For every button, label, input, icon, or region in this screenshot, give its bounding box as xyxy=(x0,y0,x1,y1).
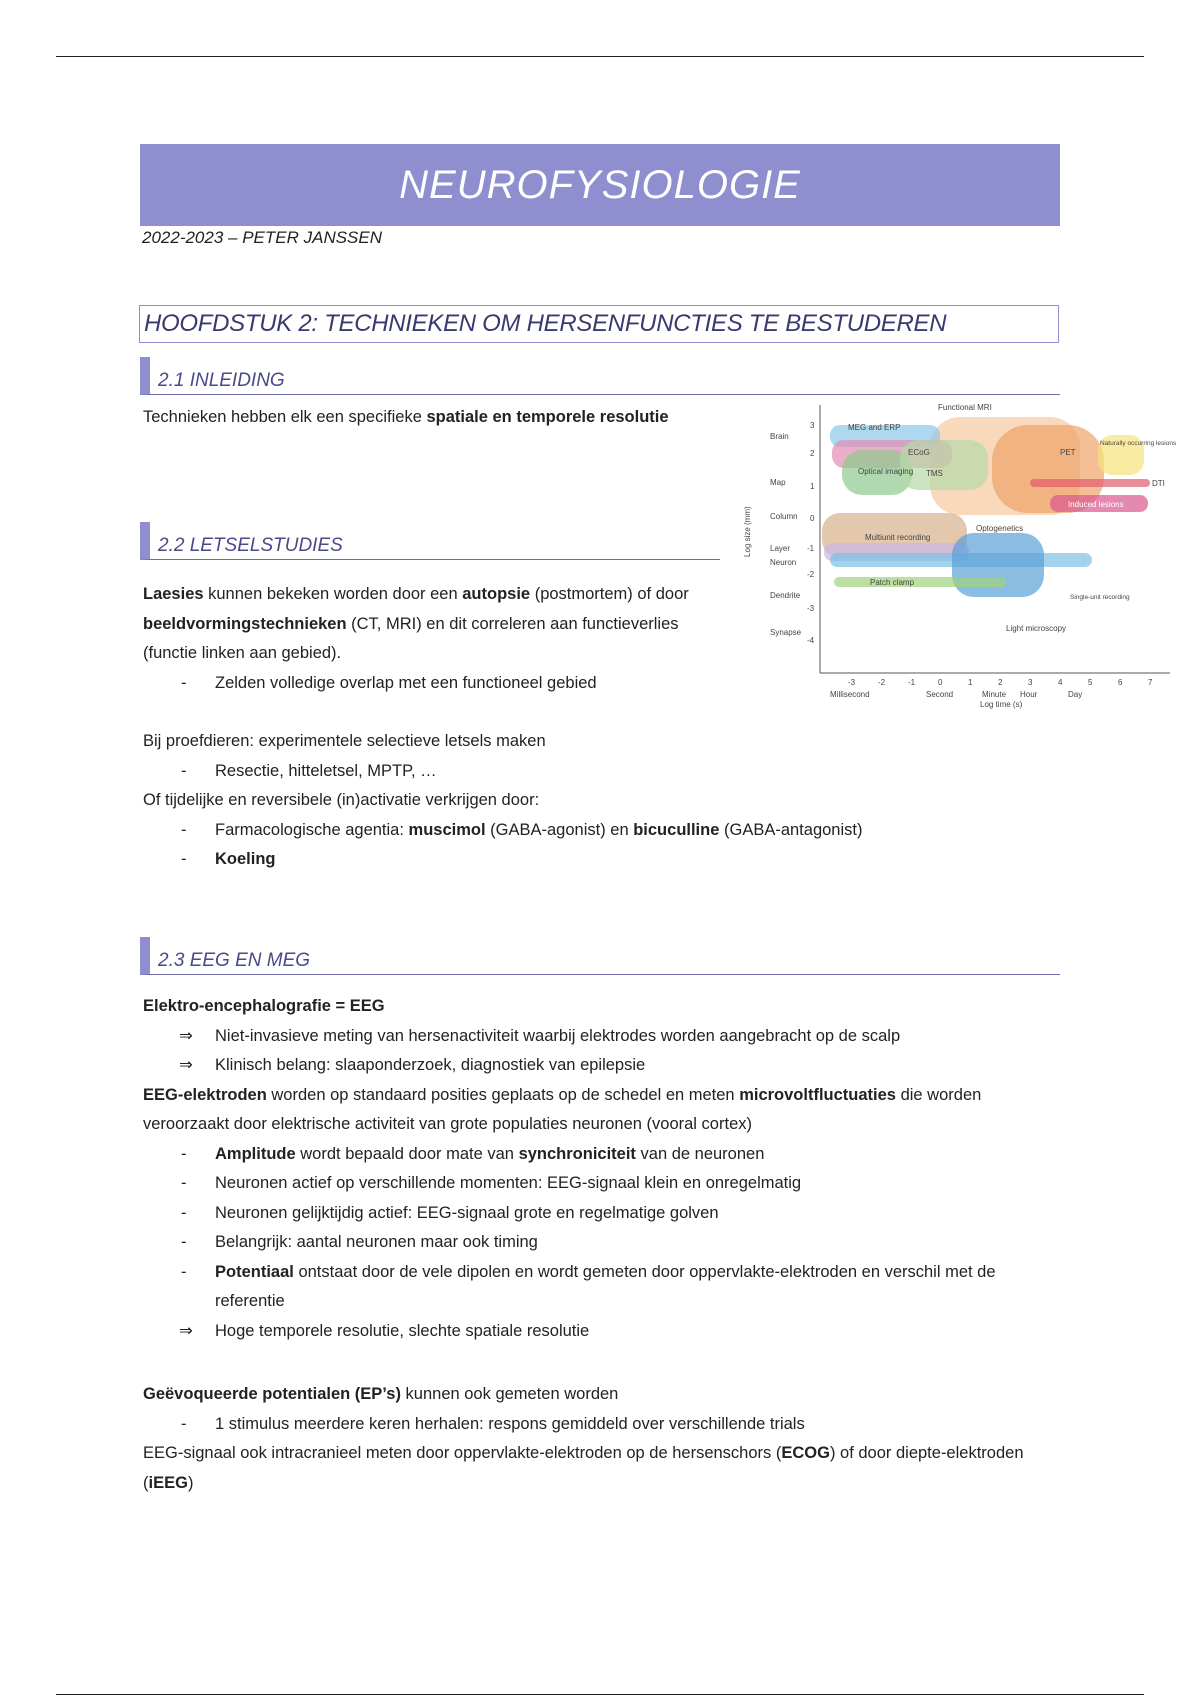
y-tick-labels xyxy=(807,421,815,645)
list-text: Hoge temporele resolutie, slechte spatiale resolutie xyxy=(215,1321,590,1340)
y-level-label: Brain xyxy=(770,432,789,441)
label-light: Light microscopy xyxy=(1006,624,1067,633)
label-natural: Naturally occurring lesions xyxy=(1100,440,1177,447)
list-item xyxy=(143,1022,1063,1052)
dash-marker: - xyxy=(181,1203,187,1222)
patch-clamp-blob xyxy=(834,577,1006,587)
label-meg: MEG and ERP xyxy=(848,423,901,432)
list-item xyxy=(143,1410,1063,1440)
text: (postmortem) of door xyxy=(530,585,689,603)
section-title: 2.2 LETSELSTUDIES xyxy=(158,535,343,556)
y-tick: 2 xyxy=(810,449,815,458)
label-optical: Optical imaging xyxy=(858,467,914,476)
resolution-figure xyxy=(730,395,1190,715)
list-text: wordt bepaald door mate van xyxy=(295,1144,519,1163)
label-multiunit: Multiunit recording xyxy=(865,533,931,542)
bold-text: Potentiaal xyxy=(215,1262,294,1281)
list-text: Niet-invasieve meting van hersenactiviteit waarbij elektrodes worden aangebracht op de scalp xyxy=(215,1026,901,1045)
bold-text: beeldvormingstechnieken xyxy=(143,614,347,633)
list-item xyxy=(143,845,1063,875)
chapter-title: HOOFDSTUK 2: TECHNIEKEN OM HERSENFUNCTIES TE BESTUDEREN xyxy=(144,310,947,337)
y-level-label: Neuron xyxy=(770,558,797,567)
list-text: Neuronen actief op verschillende momenten: EEG-signaal klein en onregelmatig xyxy=(215,1174,802,1192)
bold-text: bicuculline xyxy=(633,820,720,839)
y-level-label: Synapse xyxy=(770,628,802,637)
x-unit: Second xyxy=(926,690,954,699)
label-tms: TMS xyxy=(926,469,943,478)
paragraph xyxy=(143,403,683,433)
label-pet: PET xyxy=(1060,448,1076,457)
y-tick: 1 xyxy=(810,482,815,491)
bold-text: iEEG xyxy=(148,1473,188,1492)
label-induced: Induced lesions xyxy=(1068,500,1124,509)
text: kunnen bekeken worden door een xyxy=(203,585,463,603)
section-body-eeg-meg xyxy=(143,992,1063,1346)
list-item xyxy=(143,1317,1063,1347)
x-unit: Minute xyxy=(982,690,1007,699)
x-tick: 2 xyxy=(998,678,1003,687)
list-text: Zelden volledige overlap met een functioneel gebied xyxy=(215,673,597,692)
list-item xyxy=(143,1228,1063,1258)
dash-marker: - xyxy=(181,761,187,780)
x-tick: 3 xyxy=(1028,678,1033,687)
section-heading-letselstudies xyxy=(140,522,720,560)
top-rule xyxy=(56,56,1144,57)
y-axis-label: Log size (mm) xyxy=(743,506,752,557)
x-tick-labels xyxy=(848,678,1153,687)
y-tick: 0 xyxy=(810,514,815,523)
x-tick: -2 xyxy=(878,678,886,687)
label-optogenetics: Optogenetics xyxy=(976,524,1024,533)
section-title: 2.1 INLEIDING xyxy=(158,370,285,391)
paragraph xyxy=(143,992,1063,1022)
section-title: 2.3 EEG EN MEG xyxy=(158,950,311,971)
dti-blob xyxy=(1030,479,1150,487)
dash-marker: - xyxy=(181,820,187,839)
chapter-heading xyxy=(139,305,1059,343)
y-tick: -1 xyxy=(807,544,815,553)
text: kunnen ook gemeten worden xyxy=(400,1385,619,1403)
bold-text: autopsie xyxy=(462,585,531,603)
y-tick: -2 xyxy=(807,570,815,579)
dash-marker: - xyxy=(181,850,187,868)
bold-text: Geëvoqueerde potentialen (EP’s) xyxy=(143,1385,401,1403)
paragraph xyxy=(143,580,723,669)
y-level-label: Layer xyxy=(770,544,791,553)
y-level-label: Dendrite xyxy=(770,591,801,600)
label-ecog: ECoG xyxy=(908,448,930,457)
text: ) xyxy=(187,1473,194,1492)
list-item xyxy=(143,669,723,699)
list-text: Klinisch belang: slaaponderzoek, diagnostiek van epilepsie xyxy=(215,1056,646,1074)
y-tick: 3 xyxy=(810,421,815,430)
bottom-rule xyxy=(56,1694,1144,1695)
light-microscopy-blob xyxy=(952,533,1044,597)
x-tick: -1 xyxy=(908,678,916,687)
text: worden op standaard posities geplaats op de schedel en meten xyxy=(266,1085,740,1104)
x-unit: Hour xyxy=(1020,690,1038,699)
list-text: (GABA-antagonist) xyxy=(719,820,863,839)
x-tick: 1 xyxy=(968,678,973,687)
list-text: Belangrijk: aantal neuronen maar ook timing xyxy=(215,1233,538,1251)
title-banner xyxy=(140,144,1060,226)
label-singleunit: Single-unit recording xyxy=(1070,594,1130,601)
dash-marker: - xyxy=(181,1233,187,1251)
paragraph xyxy=(143,1380,1063,1410)
dash-marker: - xyxy=(181,1414,187,1433)
y-tick: -4 xyxy=(807,636,815,645)
paragraph xyxy=(143,1439,1063,1498)
dash-marker: - xyxy=(181,673,187,692)
section-body-letselstudies-2 xyxy=(143,727,1063,875)
list-item xyxy=(143,1051,1063,1081)
resolution-chart xyxy=(730,395,1190,715)
list-text: van de neuronen xyxy=(635,1144,765,1163)
y-level-label: Map xyxy=(770,478,786,487)
section-heading-eeg-meg xyxy=(140,937,1060,975)
list-item xyxy=(143,757,1063,787)
x-tick: 0 xyxy=(938,678,943,687)
text: (CT, MRI) en dit correleren aan functieverlies (functie linken aan gebied). xyxy=(143,614,679,662)
bold-text: Koeling xyxy=(215,850,276,868)
section-body-inleiding xyxy=(143,403,683,433)
arrow-marker: ⇒ xyxy=(179,1056,193,1074)
list-item xyxy=(143,1169,1063,1199)
document-subtitle: 2022-2023 – PETER JANSSEN xyxy=(142,228,383,247)
x-tick: 5 xyxy=(1088,678,1093,687)
bold-text: spatiale en temporele resolutie xyxy=(426,408,669,426)
text: EEG-signaal ook intracranieel meten door oppervlakte-elektroden op de hersenschors ( xyxy=(143,1444,782,1462)
list-item xyxy=(143,1199,1063,1229)
x-axis-label: Log time (s) xyxy=(980,700,1023,709)
x-tick: -3 xyxy=(848,678,856,687)
bold-text: synchroniciteit xyxy=(518,1144,636,1163)
document-title: NEUROFYSIOLOGIE xyxy=(399,162,801,207)
dash-marker: - xyxy=(181,1262,187,1281)
x-tick: 7 xyxy=(1148,678,1153,687)
text: ) of door diepte-elektroden ( xyxy=(143,1444,1024,1492)
y-level-label: Column xyxy=(770,512,798,521)
list-item xyxy=(143,1258,1063,1317)
paragraph: Of tijdelijke en reversibele (in)activatie verkrijgen door: xyxy=(143,791,540,809)
bold-text: Laesies xyxy=(143,585,204,603)
label-fmri: Functional MRI xyxy=(938,403,992,412)
y-tick: -3 xyxy=(807,604,815,613)
x-unit: Millisecond xyxy=(830,690,870,699)
list-text: ontstaat door de vele dipolen en wordt gemeten door oppervlakte-elektroden en verschil met de referentie xyxy=(215,1262,996,1310)
list-text: (GABA-agonist) en xyxy=(485,820,634,839)
x-tick: 4 xyxy=(1058,678,1063,687)
arrow-marker: ⇒ xyxy=(179,1026,193,1045)
section-body-letselstudies xyxy=(143,580,723,698)
list-item xyxy=(143,816,1063,846)
list-text: 1 stimulus meerdere keren herhalen: respons gemiddeld over verschillende trials xyxy=(215,1414,805,1433)
bold-text: muscimol xyxy=(408,820,486,839)
bold-text: Elektro-encephalografie = EEG xyxy=(143,997,385,1015)
x-unit-labels xyxy=(830,690,1082,699)
dash-marker: - xyxy=(181,1174,187,1192)
list-text: Neuronen gelijktijdig actief: EEG-signaal grote en regelmatige golven xyxy=(215,1203,719,1222)
y-level-labels xyxy=(770,432,802,637)
x-tick: 6 xyxy=(1118,678,1123,687)
paragraph xyxy=(143,1081,1063,1140)
paragraph: Bij proefdieren: experimentele selectieve letsels maken xyxy=(143,732,546,750)
section-heading-inleiding xyxy=(140,357,1060,395)
text: die worden veroorzaakt door elektrische activiteit van grote populaties neuronen (vooral cortex) xyxy=(143,1085,982,1133)
list-text: Farmacologische agentia: xyxy=(215,820,409,839)
bold-text: EEG-elektroden xyxy=(143,1085,267,1104)
bold-text: ECOG xyxy=(781,1444,830,1462)
bold-text: microvoltfluctuaties xyxy=(739,1085,896,1104)
text: Technieken hebben elk een specifieke xyxy=(143,408,427,426)
bold-text: Amplitude xyxy=(215,1144,296,1163)
label-dti: DTI xyxy=(1152,479,1165,488)
list-item xyxy=(143,1140,1063,1170)
list-text: Resectie, hitteletsel, MPTP, … xyxy=(215,761,437,780)
dash-marker: - xyxy=(181,1144,187,1163)
x-unit: Day xyxy=(1068,690,1083,699)
section-body-eeg-meg-2 xyxy=(143,1380,1063,1498)
arrow-marker: ⇒ xyxy=(179,1321,193,1340)
label-patch: Patch clamp xyxy=(870,578,915,587)
